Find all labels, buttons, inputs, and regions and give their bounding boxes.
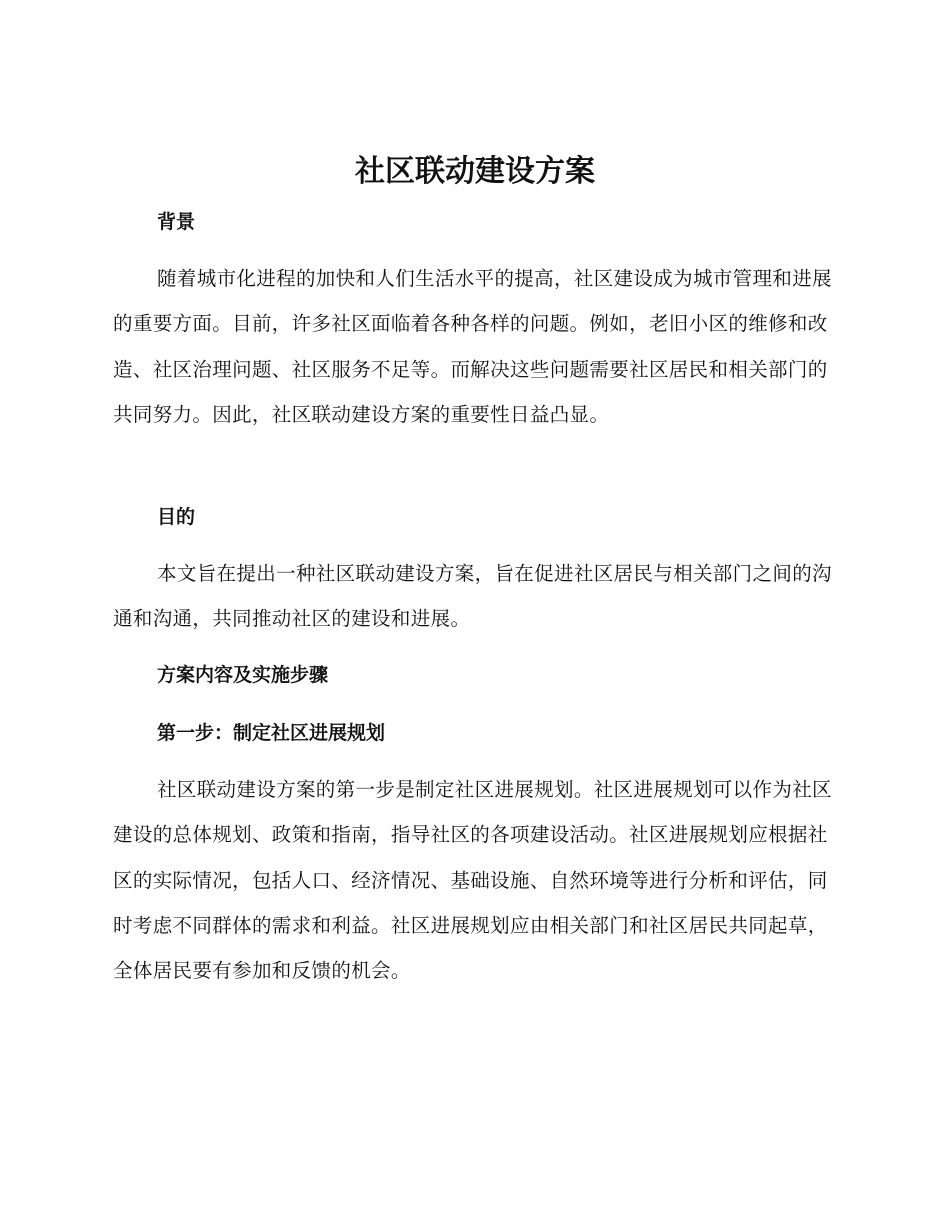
section-heading-plan-content: 方案内容及实施步骤: [157, 664, 329, 686]
section-paragraph-background: 随着城市化进程的加快和人们生活水平的提高，社区建设成为城市管理和进展的重要方面。目前，许多社区面临着各种各样的问题。例如，老旧小区的维修和改造、社区治理问题、社区服务不足等。而解决这些问题需要社区居民和相关部门的共同努力。因此，社区联动建设方案的重要性日益凸显。: [113, 267, 832, 426]
document-title: 社区联动建设方案: [355, 154, 595, 189]
section-heading-step-one: 第一步：制定社区进展规划: [157, 722, 386, 744]
section-paragraph-purpose: 本文旨在提出一种社区联动建设方案，旨在促进社区居民与相关部门之间的沟通和沟通，共同推动社区的建设和进展。: [113, 562, 832, 631]
section-heading-background: 背景: [157, 211, 196, 233]
section-paragraph-step-one: 社区联动建设方案的第一步是制定社区进展规划。社区进展规划可以作为社区建设的总体规划、政策和指南，指导社区的各项建设活动。社区进展规划应根据社区的实际情况，包括人口、经济情况、基础设施、自然环境等进行分析和评估，同时考虑不同群体的需求和利益。社区进展规划应由相关部门和社区居民共同起草，全体居民要有参加和反馈的机会。: [113, 778, 832, 983]
section-heading-purpose: 目的: [157, 506, 196, 528]
